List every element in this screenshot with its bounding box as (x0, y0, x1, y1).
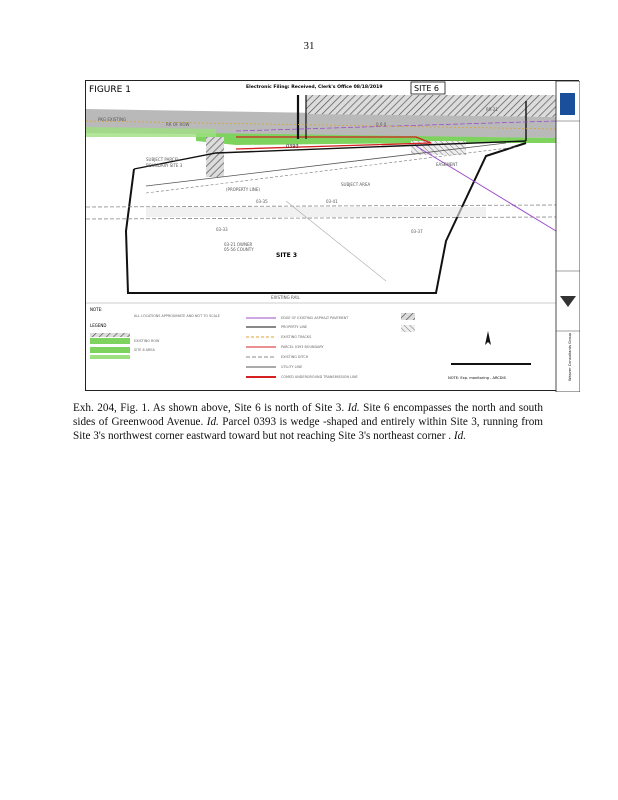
bottom-right-note: NOTE: Exp. monitoring - ARCDIS (448, 376, 506, 380)
hatched-column (206, 137, 224, 177)
caption-text-3: Parcel 0393 is wedge -shaped and entirely within Site 3, running from Site 3's northwest corner eastward toward but not reaching Site 3's northeast corner . (73, 416, 543, 442)
svg-text:ALL LOCATIONS APPROXIMATE AND: ALL LOCATIONS APPROXIMATE AND NOT TO SCALE (134, 314, 220, 318)
site6-label: SITE 6 (414, 84, 440, 93)
caption-cite-1: Id. (347, 402, 360, 414)
svg-text:EASEMENT: EASEMENT (436, 162, 458, 167)
svg-text:COMED UNDERGROUND TRANSMISSION: COMED UNDERGROUND TRANSMISSION LINE (281, 375, 358, 379)
svg-text:EXISTING DITCH: EXISTING DITCH (281, 355, 309, 359)
site3-label: SITE 3 (276, 252, 298, 259)
site6-north-hatch (306, 95, 556, 117)
legend-heading: LEGEND (90, 323, 107, 328)
caption-text-2: Site 6 encompasses the north and south sides of Greenwood Avenue. (73, 402, 543, 428)
note-heading: NOTE: (90, 307, 103, 312)
svg-text:BOUNDARY SITE 3: BOUNDARY SITE 3 (146, 163, 183, 168)
svg-text:PKG EXISTING: PKG EXISTING (98, 117, 127, 122)
legend-text-blocks (134, 314, 358, 379)
svg-text:PROPERTY LINE: PROPERTY LINE (281, 325, 308, 329)
caption-text-1: Exh. 204, Fig. 1. As shown above, Site 6 is north of Site 3. (73, 402, 348, 414)
svg-text:EXISTING RAIL: EXISTING RAIL (271, 295, 300, 300)
track-line-1 (86, 205, 556, 207)
caption-cite-3: Id. (453, 430, 467, 442)
caption-cite-2: Id. (206, 416, 219, 428)
svg-text:RR-21: RR-21 (486, 107, 498, 112)
figure-label: FIGURE 1 (89, 85, 131, 95)
svg-text:EXISTING TRACKS: EXISTING TRACKS (281, 335, 312, 339)
electronic-filing-stamp: Electronic Filing: Received, Clerk's Office 08/18/2019 (246, 85, 383, 90)
legend-swatches (90, 313, 415, 377)
svg-text:UTILITY LINE: UTILITY LINE (281, 365, 303, 369)
svg-text:PARCEL 0393 BOUNDARY: PARCEL 0393 BOUNDARY (281, 345, 324, 349)
figure-caption (73, 401, 543, 443)
svg-text:SUBJECT PARCEL: SUBJECT PARCEL (146, 157, 180, 162)
purple-utility-line (416, 146, 556, 231)
svg-text:03-21 OWNER: 03-21 OWNER (224, 242, 253, 247)
svg-text:03-33: 03-33 (216, 227, 228, 232)
svg-text:03-37: 03-37 (411, 229, 423, 234)
svg-text:03-41: 03-41 (326, 199, 338, 204)
svg-text:RR OF ROW: RR OF ROW (166, 122, 190, 127)
page-number: 31 (303, 40, 315, 52)
svg-text:(PROPERTY LINE): (PROPERTY LINE) (226, 187, 260, 192)
site3-north-edge (134, 141, 526, 169)
svg-text:EDGE OF EXISTING ASPHALT PAVEM: EDGE OF EXISTING ASPHALT PAVEMENT (281, 316, 349, 320)
svg-text:EXISTING ROW: EXISTING ROW (134, 339, 160, 343)
svg-text:05-56 COUNTY: 05-56 COUNTY (224, 247, 254, 252)
site-map-figure (85, 80, 579, 391)
firm-name: Weaver Consultants Group (568, 332, 572, 381)
wedge-line-2 (146, 147, 516, 193)
north-arrow (485, 331, 491, 345)
parcel-label: 0393 (286, 144, 299, 150)
site-map-drawing (86, 81, 580, 392)
track-line-2 (86, 217, 556, 219)
svg-text:03-35: 03-35 (256, 199, 268, 204)
track-band (146, 207, 486, 217)
title-block-logo (560, 93, 575, 115)
svg-text:0 0 0: 0 0 0 (376, 122, 387, 127)
svg-text:SITE 6 AREA: SITE 6 AREA (134, 348, 155, 352)
svg-text:SUBJECT AREA: SUBJECT AREA (341, 182, 371, 187)
